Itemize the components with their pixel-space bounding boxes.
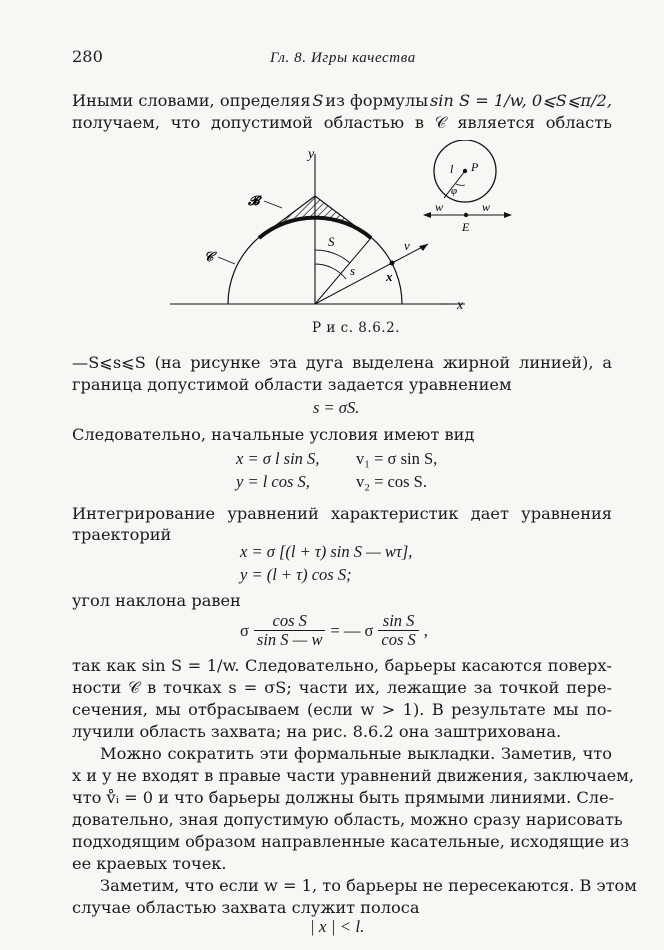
para2-line-2: граница допустимой области задается уравнением <box>72 375 512 394</box>
para7-line-2: x и y не входят в правые части уравнений движения, заключаем, <box>72 766 634 785</box>
circle-c-label: 𝒞 <box>204 249 214 264</box>
para4-line-2: траекторий <box>72 525 172 544</box>
radius-S <box>315 238 371 304</box>
inset-phi-label: φ <box>451 185 458 197</box>
page-number: 280 <box>72 47 103 66</box>
equation-4 <box>240 612 428 649</box>
para6-line-2: ности 𝒞 в точках s = σS; части их, лежащие за точкой пере- <box>72 678 612 697</box>
para8-line-2: случае областью захвата служит полоса <box>72 898 420 917</box>
eq4-tail: , <box>423 620 428 640</box>
inset-w-right-label: w <box>482 200 491 214</box>
inset-l-label: l <box>450 162 454 176</box>
para4-line-1: Интегрирование уравнений характеристик дает уравнения <box>72 504 612 523</box>
eq4-middle: = — σ <box>330 620 374 640</box>
para6-line-4: лучили область захвата; на рис. 8.6.2 она заштрихована. <box>72 722 562 741</box>
arc-s-label: s <box>350 263 356 278</box>
figure-caption: Р и с. 8.6.2. <box>312 320 400 336</box>
velocity-label: v <box>404 238 410 253</box>
para6-line-1: так как sin S = 1/w. Следовательно, барьеры касаются поверх- <box>72 656 612 675</box>
inset-e-label: E <box>462 220 470 234</box>
x-axis-label: x <box>457 298 464 313</box>
eq2-line1-left: x = σ l sin S, <box>236 449 320 468</box>
eq4-num-left: cos S <box>272 611 307 630</box>
eq4-fraction-left <box>254 612 326 649</box>
para5: угол наклона равен <box>72 591 241 610</box>
arc-S-label: S <box>328 234 335 249</box>
intro-line-1-formula: sin S = 1/w, 0⩽S⩽π/2, <box>429 91 612 110</box>
para7-line-3: что v̊ᵢ = 0 и что барьеры должны быть прямыми линиями. Сле- <box>72 788 615 807</box>
inset-w-left-label: w <box>435 200 444 214</box>
figure-8-6-2 <box>160 140 630 315</box>
eq2-line2-right: v₂ = cos S. <box>356 472 427 491</box>
point-x-label: x <box>386 269 393 284</box>
para3: Следовательно, начальные условия имеют вид <box>72 425 475 444</box>
intro-line-1-var: S <box>312 91 324 110</box>
eq4-sigma-left: σ <box>240 620 249 640</box>
equation-1: s = σS. <box>313 398 360 417</box>
para7-line-6: ее краевых точек. <box>72 854 227 873</box>
eq4-num-right: sin S <box>382 611 415 630</box>
arc-S <box>315 250 350 263</box>
eq3-line-2: y = (l + τ) cos S; <box>240 565 352 584</box>
intro-line-1-b: из формулы <box>325 91 429 110</box>
para8-line-1: Заметим, что если w = 1, то барьеры не пересекаются. В этом <box>100 876 637 895</box>
y-axis-label: y <box>308 147 315 162</box>
eq2-line1-right: v₁ = σ sin S, <box>356 449 438 468</box>
arc-s <box>315 264 346 279</box>
eq2-line2-left: y = l cos S, <box>236 472 310 491</box>
barrier-label: 𝓑 <box>248 193 260 208</box>
para7-line-4: довательно, зная допустимую область, можно сразу нарисовать <box>72 810 623 829</box>
intro-line-1-a: Иными словами, определяя <box>72 91 311 110</box>
eq4-den-left: sin S — w <box>254 630 326 649</box>
eq4-den-right: cos S <box>378 630 418 649</box>
eq3-line-1: x = σ [(l + τ) sin S — wτ], <box>240 542 413 561</box>
equation-5: | x | < l. <box>310 917 365 936</box>
para2-line-1: —S⩽s⩽S (на рисунке эта дуга выделена жирной линией), а <box>72 353 612 372</box>
eq4-fraction-right <box>378 612 418 649</box>
inset-p-label: P <box>471 160 479 174</box>
para6-line-3: сечения, мы отбрасываем (если w > 1). В результате мы по- <box>72 700 612 719</box>
inset-point-e <box>464 213 468 217</box>
para7-line-1: Можно сократить эти формальные выкладки. Заметив, что <box>100 744 612 763</box>
para7-line-5: подходящим образом направленные касательные, исходящие из <box>72 832 630 851</box>
running-title: Гл. 8. Игры качества <box>270 50 416 66</box>
intro-line-2: получаем, что допустимой областью в 𝒞 является область <box>72 113 612 132</box>
intro-line-1 <box>72 90 612 112</box>
